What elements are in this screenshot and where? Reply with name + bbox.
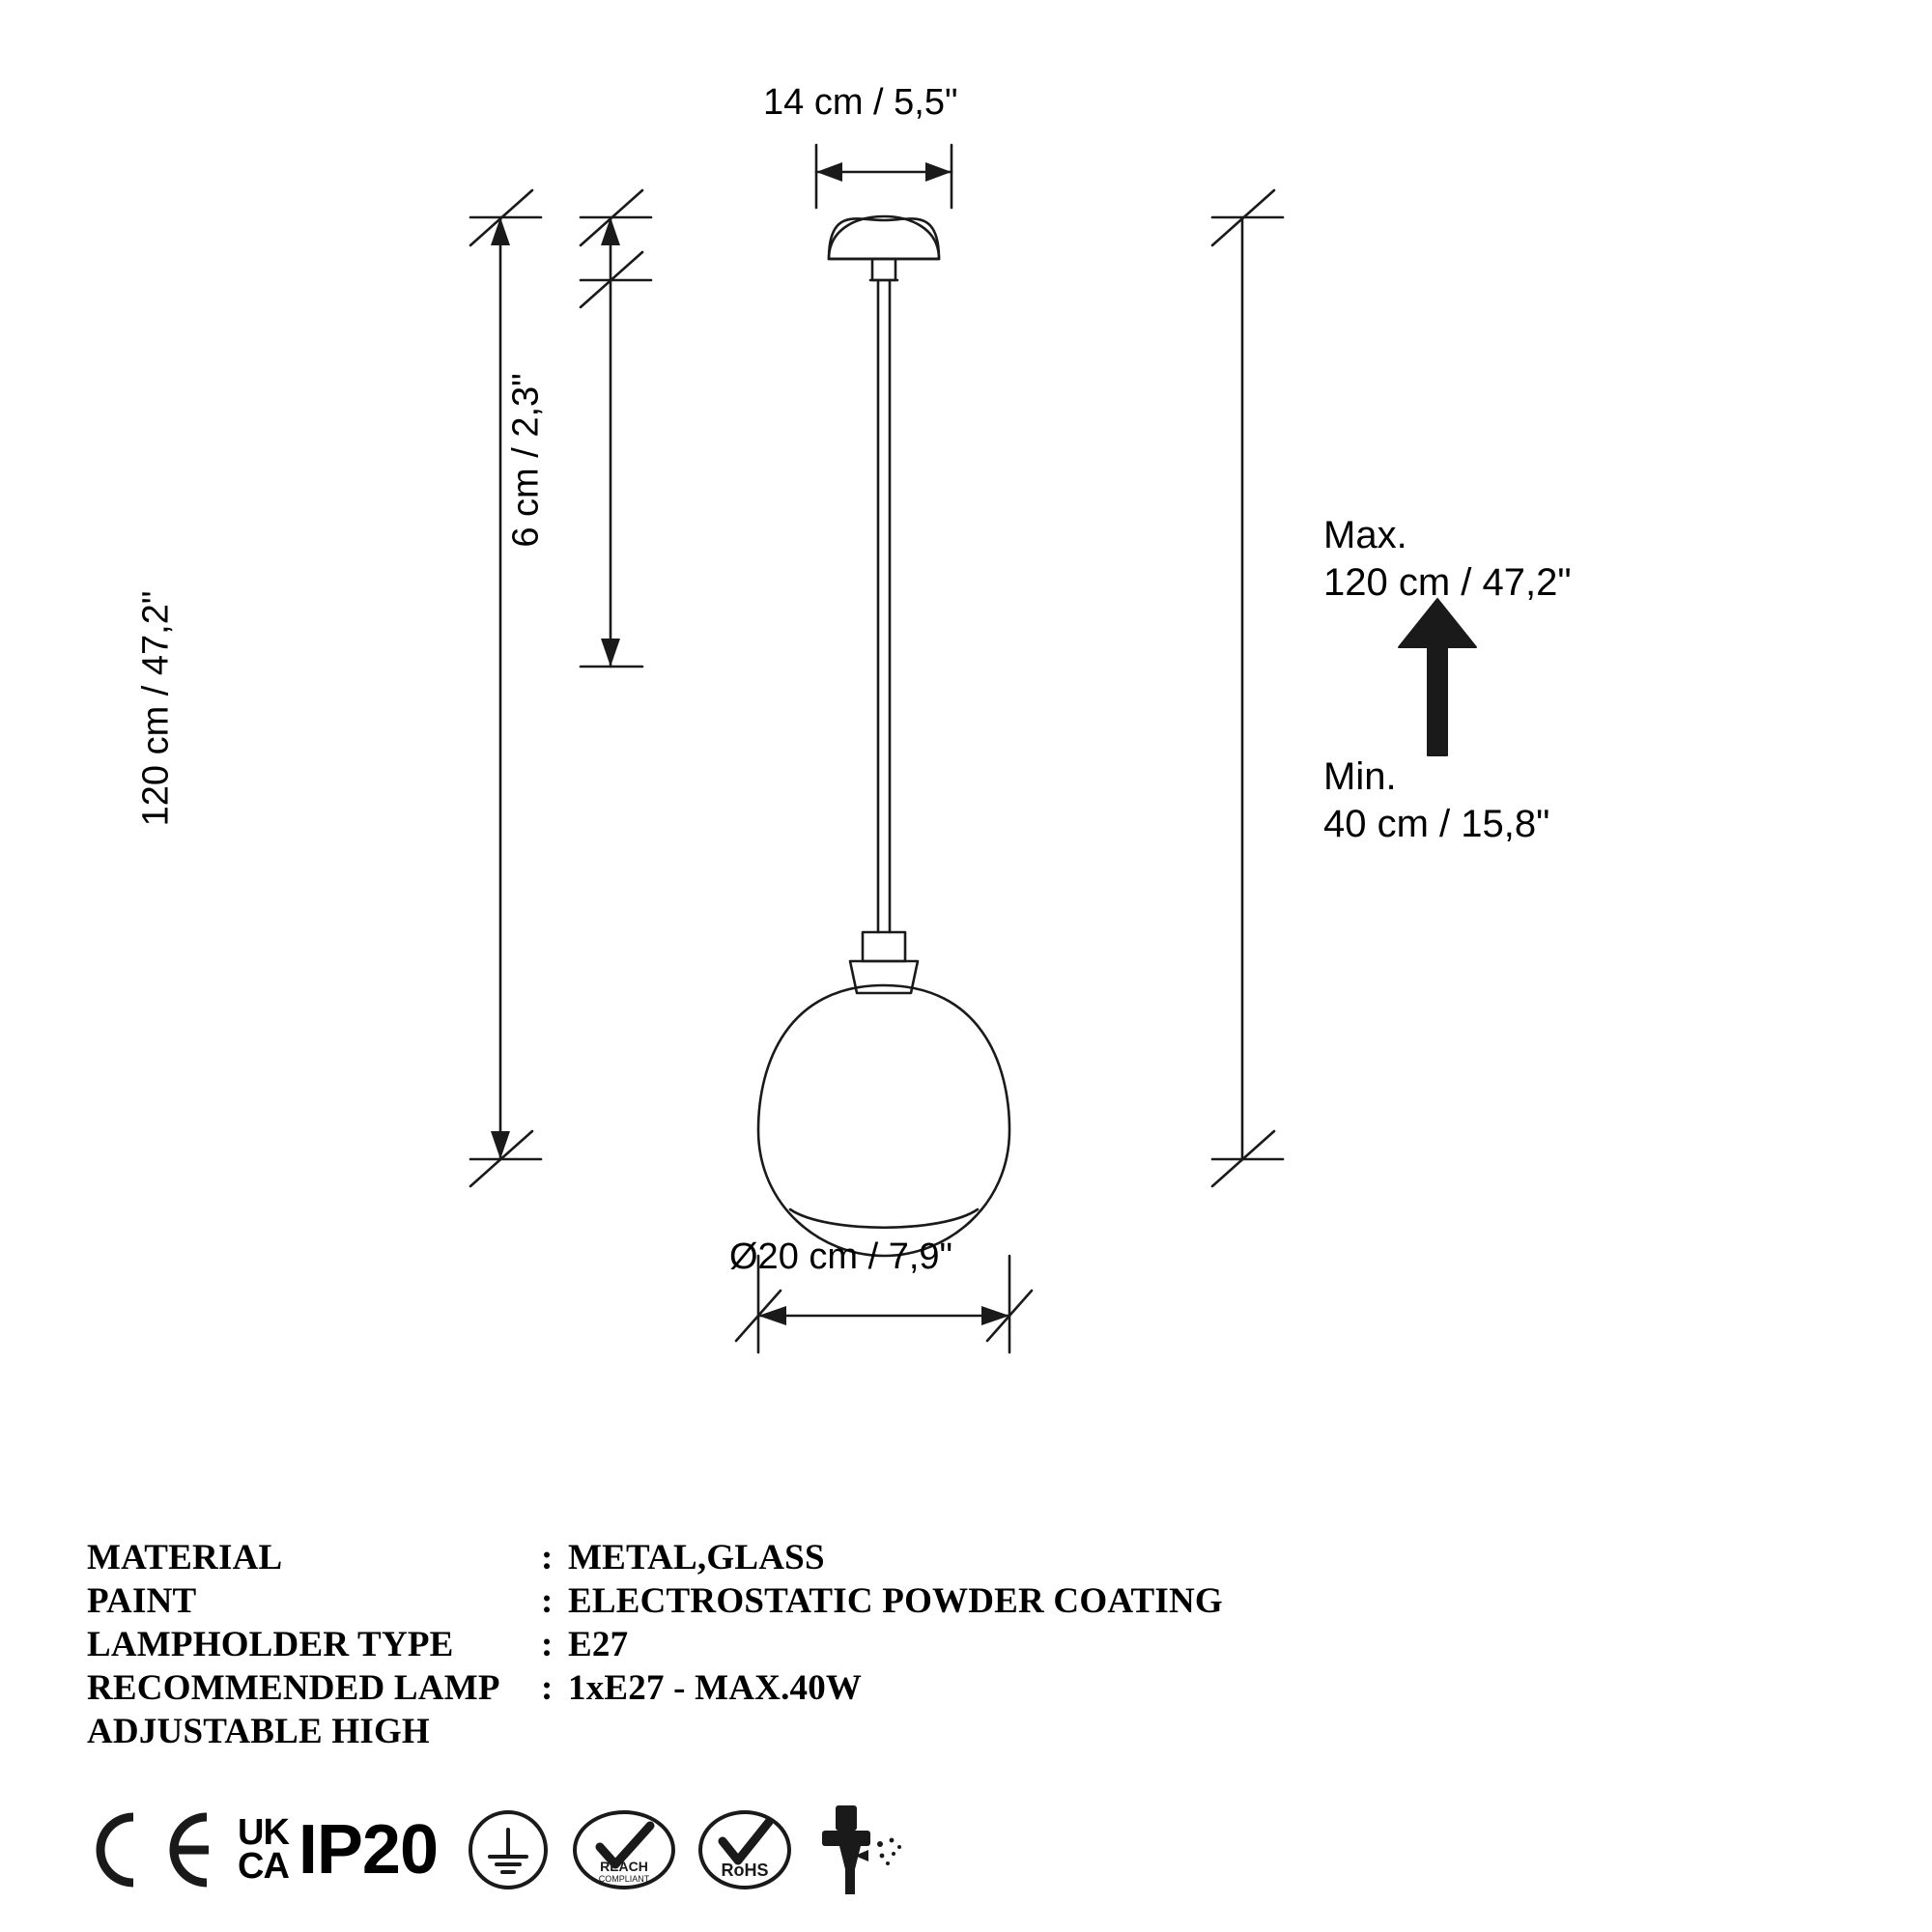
spec-label: ADJUSTABLE HIGH	[87, 1712, 430, 1751]
powder-coating-gun-icon	[812, 1802, 909, 1898]
spec-value: METAL,GLASS	[568, 1538, 825, 1577]
ukca-line1: UK	[238, 1812, 289, 1854]
spec-label: RECOMMENDED LAMP	[87, 1668, 500, 1708]
table-row	[87, 1666, 1223, 1710]
adjustable-range-dimension	[1212, 190, 1283, 1186]
lampholder-fitting	[850, 932, 918, 993]
class-i-earth-icon	[465, 1806, 552, 1893]
spec-colon: :	[541, 1668, 554, 1708]
glass-globe-shade	[758, 985, 1009, 1256]
canopy-height-label: 6 cm / 2,3"	[505, 373, 547, 548]
ukca-line2: CA	[238, 1846, 289, 1887]
spec-colon: :	[541, 1581, 554, 1621]
spec-value	[568, 1710, 1223, 1753]
spec-label: LAMPHOLDER TYPE	[87, 1625, 454, 1664]
ce-mark-icon	[77, 1802, 222, 1898]
spec-value: 1xE27 - MAX.40W	[568, 1668, 863, 1708]
up-arrow-icon	[1399, 599, 1476, 755]
rohs-icon	[696, 1806, 793, 1893]
min-label: Min.	[1323, 755, 1397, 798]
table-row	[87, 1536, 1223, 1579]
reach-compliant-icon	[571, 1806, 677, 1893]
max-value: 120 cm / 47,2"	[1323, 560, 1572, 604]
total-height-label: 120 cm / 47,2"	[135, 590, 177, 827]
table-row	[87, 1710, 1223, 1753]
max-label: Max.	[1323, 514, 1407, 556]
ukca-mark-icon	[238, 1812, 289, 1887]
svg-text:COMPLIANT: COMPLIANT	[598, 1874, 650, 1884]
spec-label: MATERIAL	[87, 1538, 283, 1577]
ip-rating-label: IP20	[298, 1811, 439, 1889]
canopy-width-label: 14 cm / 5,5"	[763, 82, 958, 123]
spec-value: E27	[568, 1625, 629, 1664]
suspension-cord	[878, 280, 890, 932]
min-height-block	[1323, 753, 1549, 848]
canopy-width-dimension	[816, 145, 952, 208]
ceiling-canopy	[829, 216, 939, 280]
spec-label: PAINT	[87, 1581, 197, 1621]
min-value: 40 cm / 15,8"	[1323, 802, 1550, 845]
max-height-block	[1323, 512, 1572, 607]
spec-value: ELECTROSTATIC POWDER COATING	[568, 1581, 1223, 1621]
shade-diameter-label: Ø20 cm / 7,9"	[729, 1236, 953, 1277]
table-row	[87, 1579, 1223, 1623]
specification-table	[87, 1536, 1223, 1753]
spec-colon: :	[541, 1538, 554, 1577]
certification-logos	[77, 1797, 909, 1903]
canopy-height-dimension	[581, 190, 651, 667]
svg-text:RoHS: RoHS	[721, 1861, 769, 1880]
spec-colon: :	[541, 1625, 554, 1664]
svg-text:REACH: REACH	[600, 1859, 648, 1874]
spec-colon	[541, 1710, 568, 1753]
table-row	[87, 1623, 1223, 1666]
